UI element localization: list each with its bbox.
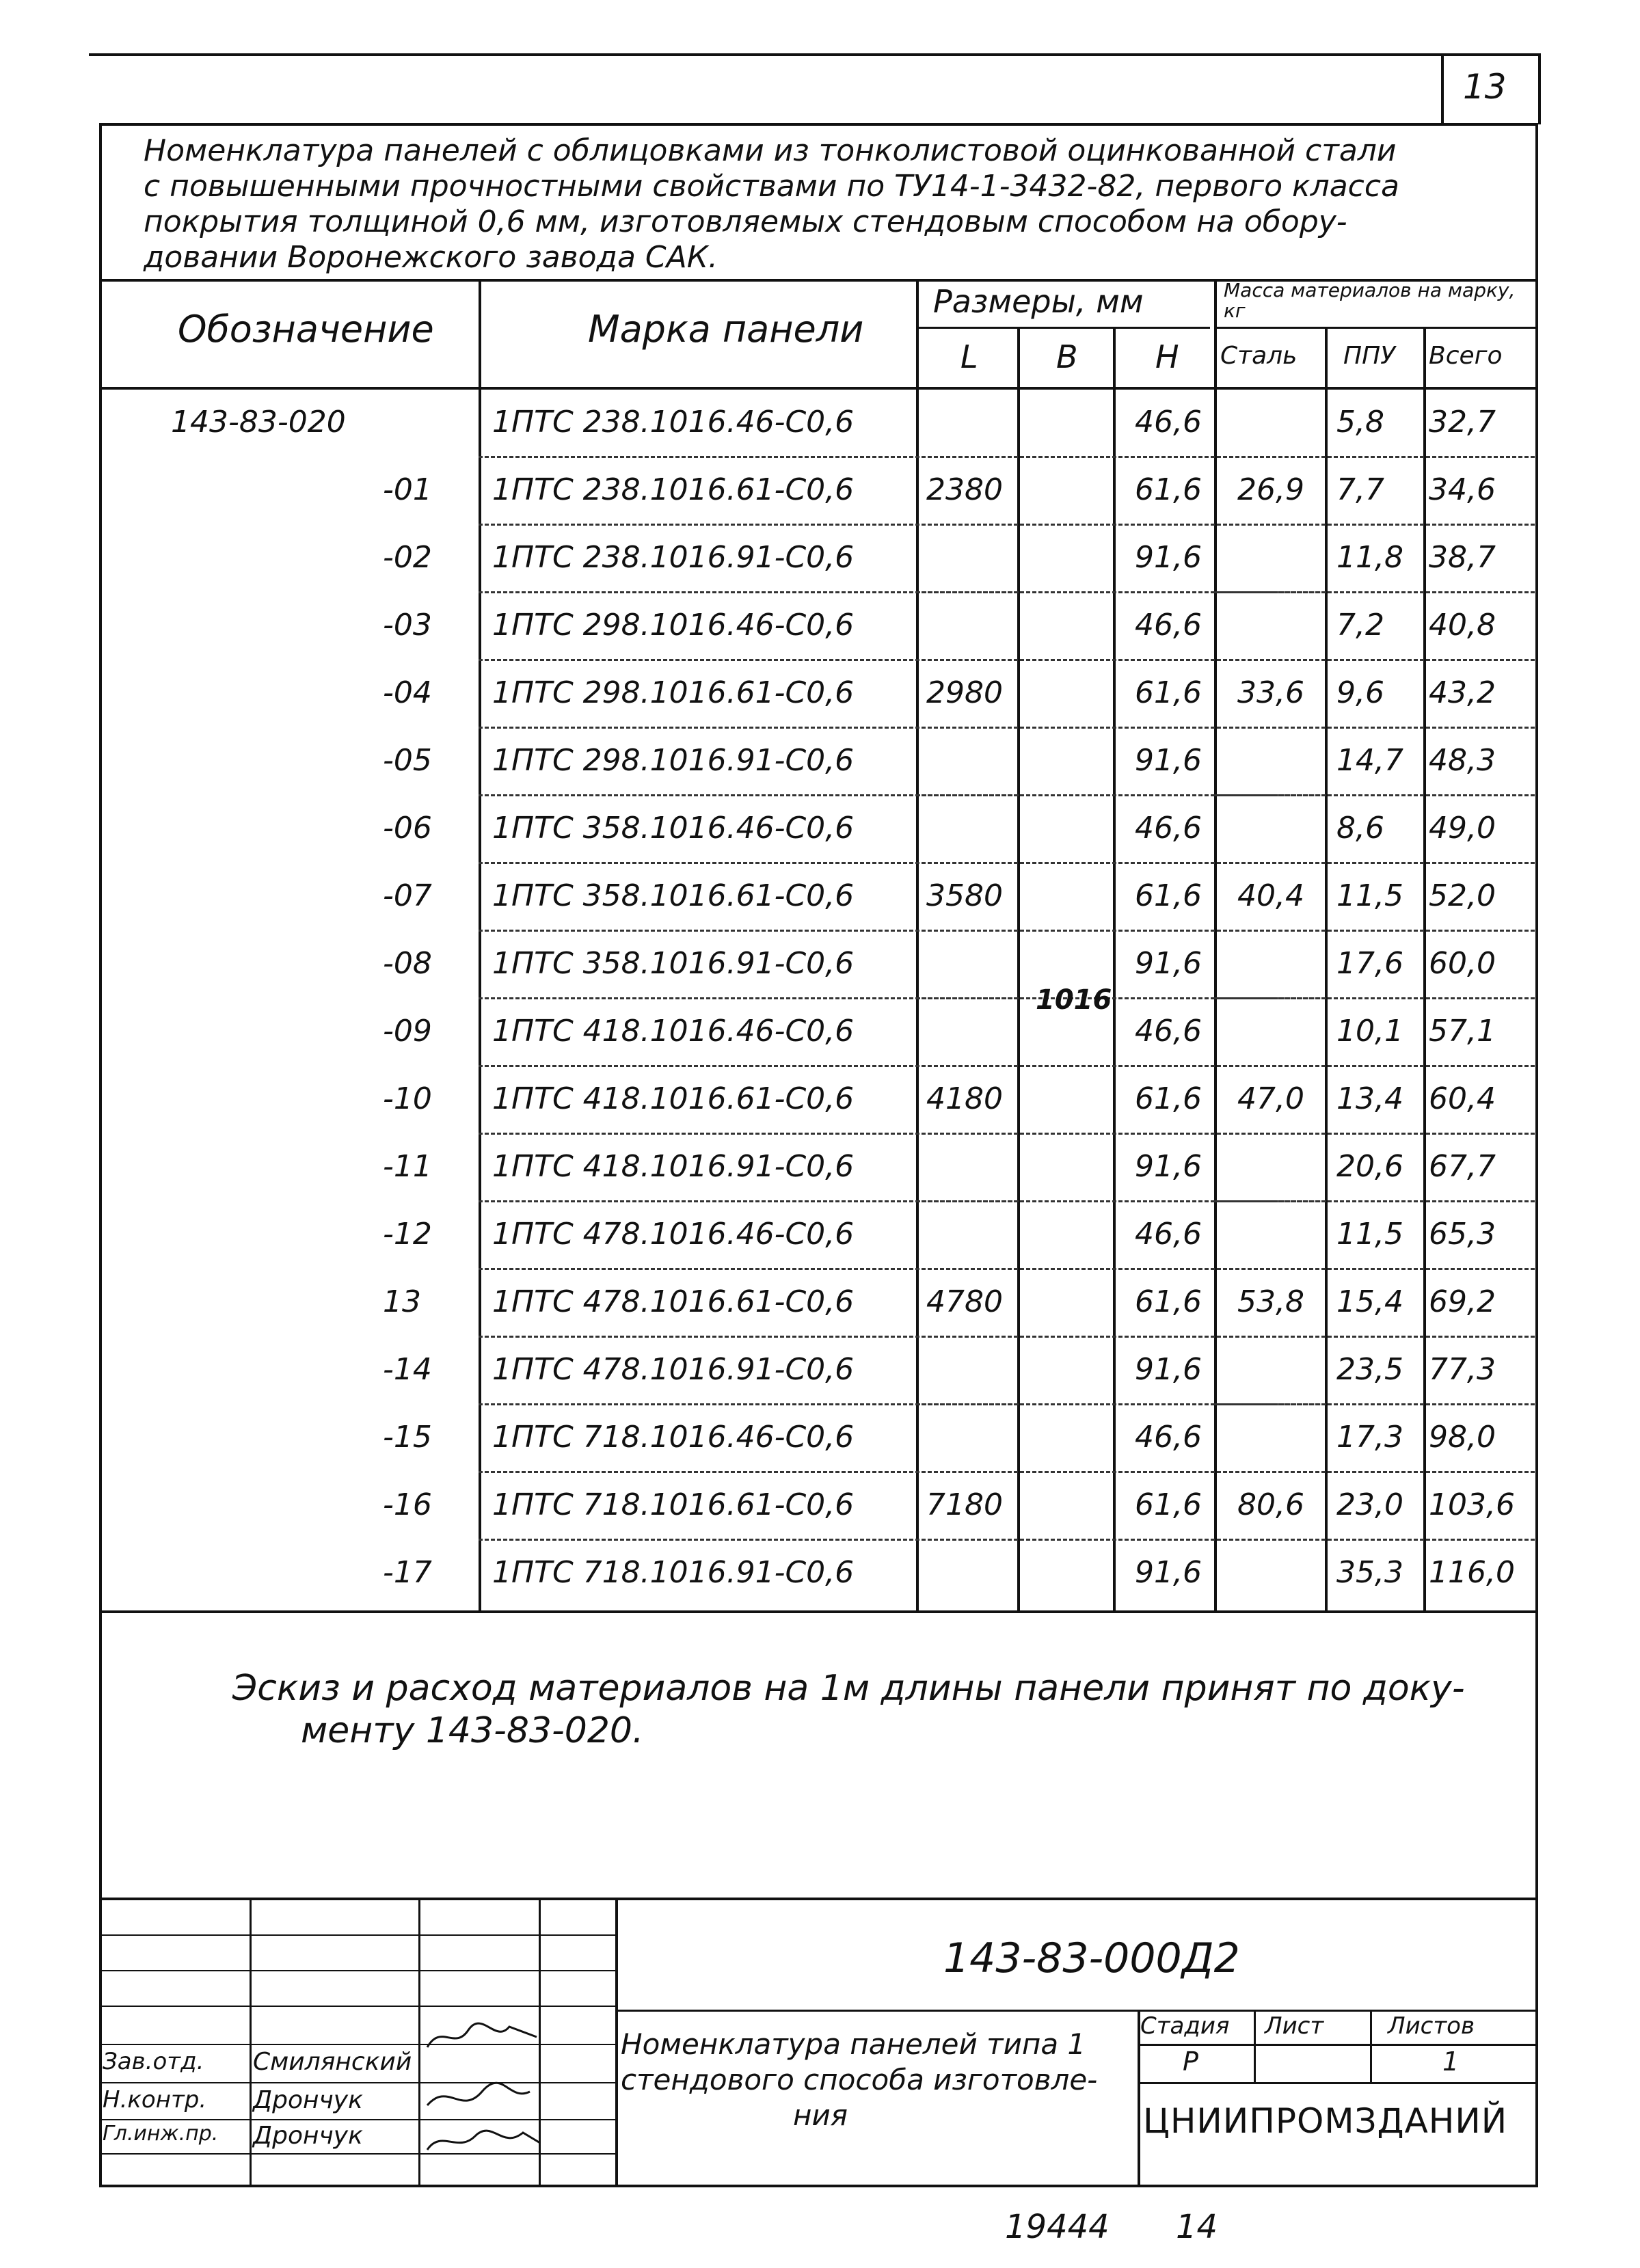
cell-designation: -15: [383, 1420, 432, 1455]
cell-ppu: 7,2: [1336, 608, 1384, 643]
pagenum-box-left: [1441, 53, 1444, 124]
stamp-desc-2: стендового способа изготовле-: [621, 2063, 1098, 2096]
cell-h: 91,6: [1135, 540, 1202, 575]
cell-mark: 1ПТС 718.1016.46-С0,6: [492, 1420, 855, 1455]
table-row: [0, 1337, 1640, 1405]
title-line-1: Номенклатура панелей с облицовками из тонколистовой оцинкованной стали: [144, 133, 1397, 168]
group-steel: 53,8: [1237, 1284, 1304, 1319]
cell-mark: 1ПТС 718.1016.91-С0,6: [492, 1555, 855, 1590]
cell-ppu: 17,3: [1336, 1420, 1403, 1455]
cell-total: 65,3: [1429, 1217, 1496, 1252]
cell-total: 32,7: [1429, 405, 1496, 440]
footer-left: 19444: [1005, 2208, 1110, 2246]
group-steel: 26,9: [1237, 472, 1304, 507]
table-row: [0, 1202, 1640, 1269]
top-border: [89, 53, 1538, 56]
cell-ppu: 13,4: [1336, 1081, 1403, 1116]
group-steel: 47,0: [1237, 1081, 1304, 1116]
table-row: [0, 390, 1640, 457]
note-line-1: Эскиз и расход материалов на 1м длины панели принят по доку-: [232, 1668, 1465, 1709]
cell-h: 46,6: [1135, 1420, 1202, 1455]
table-row: [0, 1472, 1640, 1540]
cell-h: 61,6: [1135, 1284, 1202, 1319]
stamp-row-a: [615, 2010, 1538, 2012]
cell-mark: 1ПТС 298.1016.61-С0,6: [492, 675, 855, 710]
table-row: [0, 999, 1640, 1066]
stamp-desc-3: ния: [793, 2098, 848, 2132]
doc-code: 143-83-000Д2: [943, 1934, 1240, 1982]
cell-ppu: 23,0: [1336, 1487, 1403, 1522]
cell-ppu: 17,6: [1336, 946, 1403, 981]
person-role-2: Н.контр.: [103, 2086, 207, 2114]
cell-total: 57,1: [1429, 1014, 1496, 1049]
cell-ppu: 15,4: [1336, 1284, 1403, 1319]
stamp-top: [99, 1898, 1538, 1900]
cell-total: 69,2: [1429, 1284, 1496, 1319]
cell-h: 91,6: [1135, 1352, 1202, 1387]
cell-h: 91,6: [1135, 946, 1202, 981]
person-name-1: Смилянский: [253, 2048, 412, 2076]
frame-top: [99, 123, 1538, 126]
header-total: Всего: [1429, 342, 1503, 370]
cell-mark: 1ПТС 718.1016.61-С0,6: [492, 1487, 855, 1522]
group-separator: [916, 1200, 1019, 1202]
cell-total: 67,7: [1429, 1149, 1496, 1184]
group-separator: [1214, 1200, 1326, 1202]
group-separator: [1214, 794, 1326, 796]
table-row: [0, 660, 1640, 728]
cell-ppu: 10,1: [1336, 1014, 1403, 1049]
cell-mark: 1ПТС 298.1016.91-С0,6: [492, 743, 855, 778]
cell-designation: -08: [383, 946, 432, 981]
cell-ppu: 11,5: [1336, 878, 1403, 913]
note-line-2: менту 143-83-020.: [301, 1710, 644, 1751]
header-H: Н: [1155, 338, 1179, 375]
cell-designation: -12: [383, 1217, 432, 1252]
cell-designation: -10: [383, 1081, 432, 1116]
cell-mark: 1ПТС 418.1016.91-С0,6: [492, 1149, 855, 1184]
cell-ppu: 11,5: [1336, 1217, 1403, 1252]
stamp-row-b: [1138, 2044, 1538, 2046]
cell-total: 60,0: [1429, 946, 1496, 981]
cell-h: 61,6: [1135, 1487, 1202, 1522]
cell-total: 52,0: [1429, 878, 1496, 913]
cell-mark: 1ПТС 238.1016.61-С0,6: [492, 472, 855, 507]
cell-designation: -14: [383, 1352, 432, 1387]
table-row: [0, 863, 1640, 931]
cell-mark: 1ПТС 358.1016.61-С0,6: [492, 878, 855, 913]
cell-designation: -01: [383, 472, 432, 507]
cell-ppu: 9,6: [1336, 675, 1384, 710]
cell-h: 91,6: [1135, 743, 1202, 778]
pagenum-box-right: [1538, 53, 1541, 124]
header-dimensions: Размеры, мм: [933, 283, 1144, 320]
cell-designation: -09: [383, 1014, 432, 1049]
header-ppu: ППУ: [1343, 342, 1396, 370]
stamp-grid-v1: [250, 1898, 252, 2187]
table-row: [0, 931, 1640, 999]
cell-ppu: 8,6: [1336, 811, 1384, 846]
cell-h: 46,6: [1135, 1014, 1202, 1049]
stamp-grid-h3: [99, 2006, 615, 2007]
stamp-grid-h2: [99, 1970, 615, 1971]
cell-mark: 1ПТС 358.1016.91-С0,6: [492, 946, 855, 981]
group-separator: [916, 997, 1019, 999]
stamp-sep-left: [615, 1898, 618, 2187]
table-bottom: [99, 1610, 1538, 1613]
title-line-2: с повышенными прочностными свойствами по ТУ14-1-3432-82, первого класса: [144, 169, 1400, 204]
group-steel: 40,4: [1237, 878, 1304, 913]
group-length: 3580: [926, 878, 1003, 913]
cell-designation: 13: [383, 1284, 421, 1319]
cell-mark: 1ПТС 238.1016.46-С0,6: [492, 405, 855, 440]
signature-2: [420, 2078, 543, 2119]
cell-h: 61,6: [1135, 472, 1202, 507]
cell-h: 46,6: [1135, 608, 1202, 643]
cell-designation: -04: [383, 675, 432, 710]
table-row: [0, 1540, 1640, 1608]
cell-h: 91,6: [1135, 1555, 1202, 1590]
group-separator: [916, 1403, 1019, 1405]
cell-ppu: 14,7: [1336, 743, 1403, 778]
cell-total: 43,2: [1429, 675, 1496, 710]
cell-h: 61,6: [1135, 675, 1202, 710]
cell-designation: -06: [383, 811, 432, 846]
cell-total: 60,4: [1429, 1081, 1496, 1116]
cell-mark: 1ПТС 418.1016.46-С0,6: [492, 1014, 855, 1049]
sheets-value: 1: [1442, 2047, 1460, 2077]
cell-designation: -11: [383, 1149, 432, 1184]
cell-mark: 1ПТС 418.1016.61-С0,6: [492, 1081, 855, 1116]
title-line-4: довании Воронежского завода САК.: [144, 240, 718, 275]
cell-total: 34,6: [1429, 472, 1496, 507]
cell-total: 40,8: [1429, 608, 1496, 643]
page-number: 13: [1463, 67, 1507, 107]
cell-h: 61,6: [1135, 1081, 1202, 1116]
cell-designation: -03: [383, 608, 432, 643]
stamp-grid-h1: [99, 1934, 615, 1936]
group-separator: [1214, 1403, 1326, 1405]
cell-ppu: 23,5: [1336, 1352, 1403, 1387]
cell-total: 103,6: [1429, 1487, 1515, 1522]
cell-ppu: 20,6: [1336, 1149, 1403, 1184]
group-separator: [916, 794, 1019, 796]
cell-mark: 1ПТС 358.1016.46-С0,6: [492, 811, 855, 846]
stamp-desc-1: Номенклатура панелей типа 1: [621, 2027, 1086, 2061]
group-separator: [916, 591, 1019, 593]
cell-total: 49,0: [1429, 811, 1496, 846]
group-length: 2380: [926, 472, 1003, 507]
table-row: [0, 1405, 1640, 1472]
signature-1: [420, 2016, 543, 2057]
group-steel: 33,6: [1237, 675, 1304, 710]
cell-ppu: 11,8: [1336, 540, 1403, 575]
cell-total: 38,7: [1429, 540, 1496, 575]
cell-designation: 143-83-020: [171, 405, 346, 440]
cell-ppu: 5,8: [1336, 405, 1384, 440]
table-row: [0, 728, 1640, 796]
group-length: 2980: [926, 675, 1003, 710]
header-B: В: [1056, 338, 1078, 375]
b-value: 1016: [1036, 984, 1112, 1016]
cell-h: 46,6: [1135, 1217, 1202, 1252]
cell-designation: -07: [383, 878, 432, 913]
sheets-label: Листов: [1388, 2012, 1475, 2040]
stamp-col-b: [1370, 2010, 1372, 2082]
table-row: [0, 1066, 1640, 1134]
stamp-col-a: [1254, 2010, 1256, 2082]
person-role-1: Зав.отд.: [103, 2048, 204, 2075]
table-row: [0, 593, 1640, 660]
table-row: [0, 796, 1640, 863]
person-name-2: Дрончук: [253, 2086, 363, 2114]
cell-h: 91,6: [1135, 1149, 1202, 1184]
cell-h: 46,6: [1135, 405, 1202, 440]
cell-designation: -16: [383, 1487, 432, 1522]
cell-designation: -17: [383, 1555, 432, 1590]
person-name-3: Дрончук: [253, 2122, 363, 2150]
group-separator: [1214, 997, 1326, 999]
cell-total: 98,0: [1429, 1420, 1496, 1455]
cell-mark: 1ПТС 478.1016.91-С0,6: [492, 1352, 855, 1387]
person-role-3: Гл.инж.пр.: [103, 2122, 219, 2146]
stage-label: Стадия: [1140, 2012, 1230, 2040]
table-row: [0, 1269, 1640, 1337]
cell-h: 61,6: [1135, 878, 1202, 913]
header-steel: Сталь: [1220, 342, 1298, 370]
group-length: 7180: [926, 1487, 1003, 1522]
group-length: 4780: [926, 1284, 1003, 1319]
subheader-rule-mass: [1217, 327, 1538, 329]
group-length: 4180: [926, 1081, 1003, 1116]
signature-3: [420, 2119, 543, 2160]
cell-ppu: 7,7: [1336, 472, 1384, 507]
title-line-3: покрытия толщиной 0,6 мм, изготовляемых стендовым способом на обору-: [144, 204, 1347, 239]
sheet-label: Лист: [1265, 2012, 1324, 2040]
header-designation: Обозначение: [178, 308, 434, 351]
cell-h: 46,6: [1135, 811, 1202, 846]
cell-ppu: 35,3: [1336, 1555, 1403, 1590]
header-L: L: [960, 338, 978, 375]
stage-value: Р: [1183, 2047, 1198, 2077]
cell-designation: -02: [383, 540, 432, 575]
cell-mark: 1ПТС 298.1016.46-С0,6: [492, 608, 855, 643]
cell-designation: -05: [383, 743, 432, 778]
group-separator: [1214, 591, 1326, 593]
header-mass: Масса материалов на марку, кг: [1224, 279, 1516, 322]
organization: ЦНИИПРОМЗДАНИЙ: [1143, 2101, 1508, 2141]
table-row: [0, 1134, 1640, 1202]
frame-bottom: [99, 2185, 1538, 2187]
header-panel-mark: Марка панели: [588, 308, 864, 351]
cell-mark: 1ПТС 478.1016.46-С0,6: [492, 1217, 855, 1252]
cell-mark: 1ПТС 478.1016.61-С0,6: [492, 1284, 855, 1319]
cell-total: 116,0: [1429, 1555, 1515, 1590]
table-row: [0, 457, 1640, 525]
footer-right: 14: [1176, 2208, 1218, 2246]
cell-total: 48,3: [1429, 743, 1496, 778]
cell-total: 77,3: [1429, 1352, 1496, 1387]
table-row: [0, 525, 1640, 593]
group-steel: 80,6: [1237, 1487, 1304, 1522]
stamp-row-c: [1138, 2082, 1538, 2084]
cell-mark: 1ПТС 238.1016.91-С0,6: [492, 540, 855, 575]
subheader-rule-dims: [916, 327, 1210, 329]
